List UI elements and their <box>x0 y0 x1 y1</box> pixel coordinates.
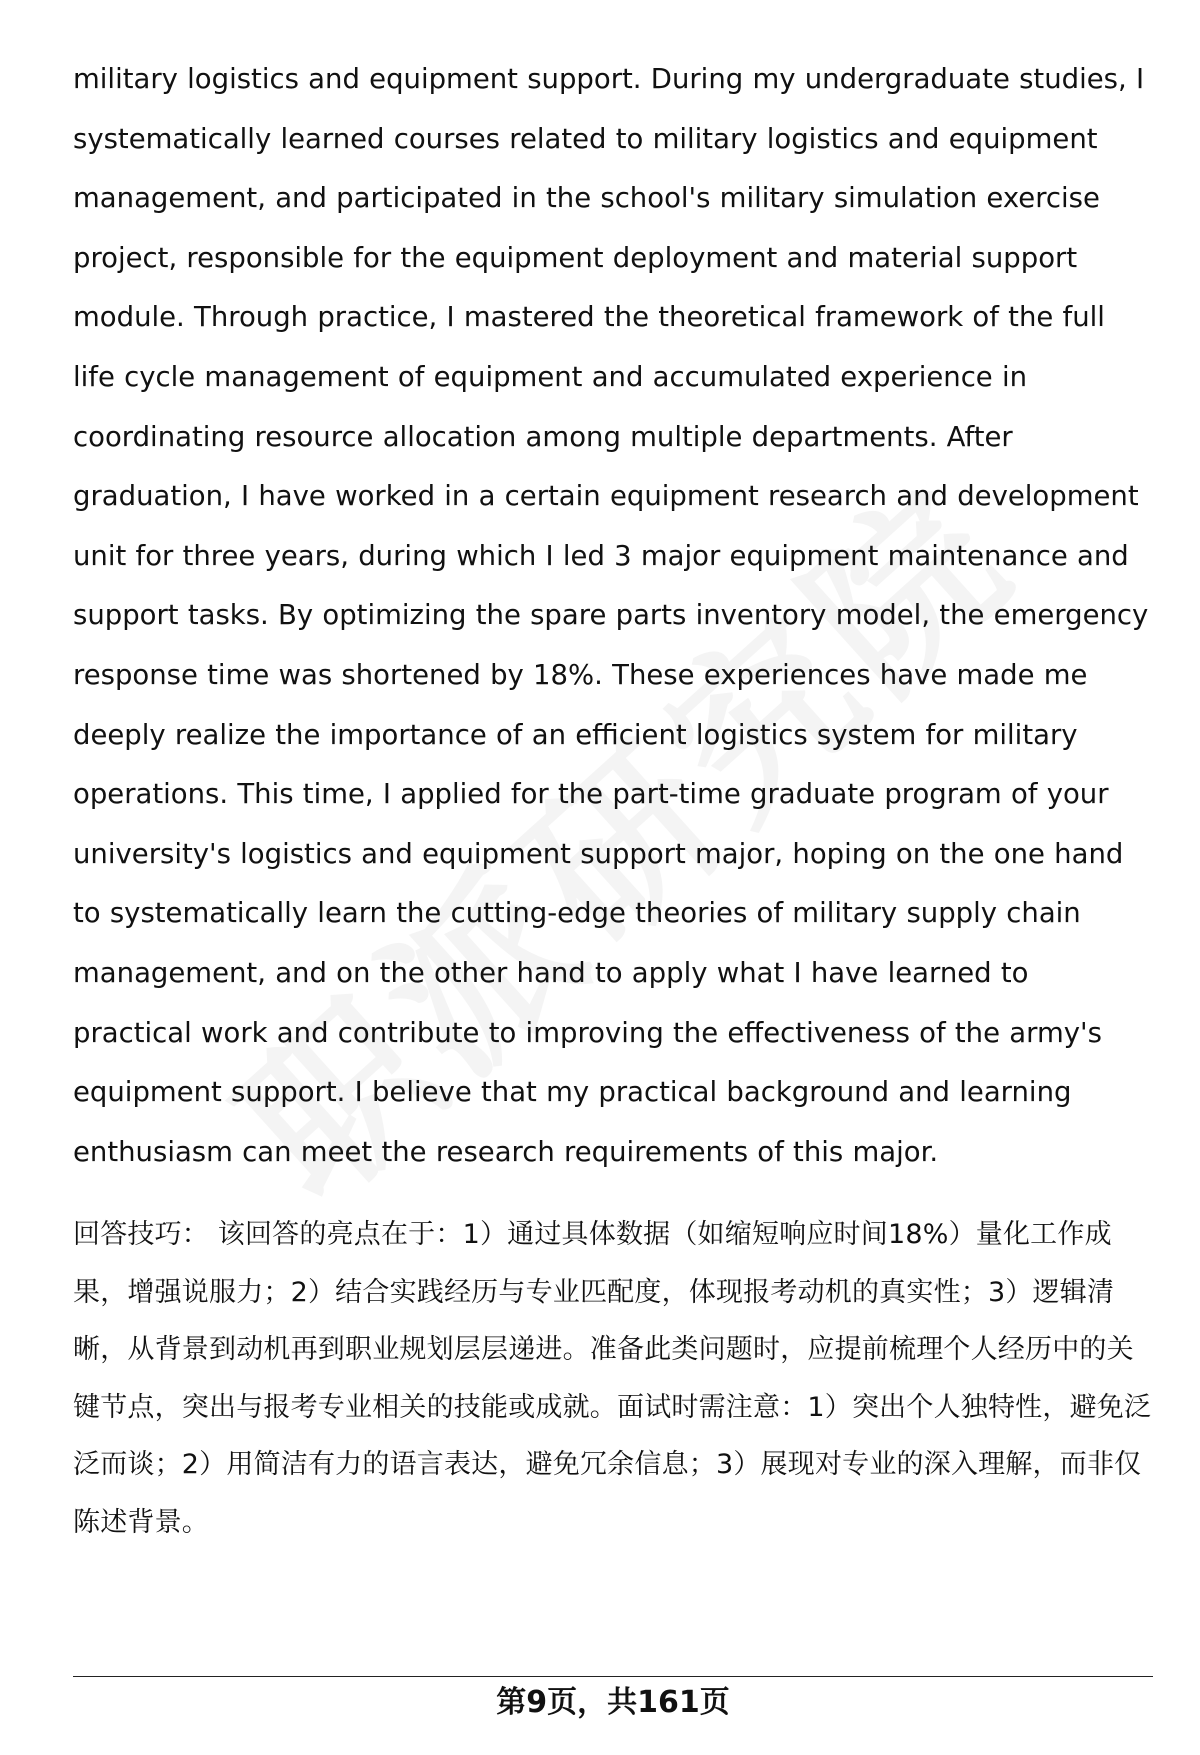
answer-paragraph: military logistics and equipment support. During my undergraduate studies, I systematically learned courses related to military logistics and equipment management, and participated in the school's military simulation exercise project, responsible for the equipment deployment and material support module. Through practice, I mastered the theoretical framework of the full life cycle management of equipment and accumulated experience in coordinating resource allocation among multiple departments. After graduation, I have worked in a certain equipment research and development unit for three years, during which I led 3 major equipment maintenance and support tasks. By optimizing the spare parts inventory model, the emergency response time was shortened by 18%. These experiences have made me deeply realize the importance of an efficient logistics system for military operations. This time, I applied for the part-time graduate program of your university's logistics and equipment support major, hoping on the one hand to systematically learn the cutting-edge theories of military supply chain management, and on the other hand to apply what I have learned to practical work and contribute to improving the effectiveness of the army's equipment support. I believe that my practical background and learning enthusiasm can meet the research requirements of this major. <box>73 63 1149 1168</box>
footer-divider <box>73 1676 1153 1677</box>
document-body <box>73 50 1153 1551</box>
answer-tips-paragraph: 回答技巧： 该回答的亮点在于：1）通过具体数据（如缩短响应时间18%）量化工作成果，增强说服力；2）结合实践经历与专业匹配度，体现报考动机的真实性；3）逻辑清晰，从背景到动机再到职业规划层层递进。准备此类问题时，应提前梳理个人经历中的关键节点，突出与报考专业相关的技能或成就。面试时需注意：1）突出个人独特性，避免泛泛而谈；2）用简洁有力的语言表达，避免冗余信息；3）展现对专业的深入理解，而非仅陈述背景。 <box>73 1219 1152 1538</box>
page-footer <box>73 1676 1153 1723</box>
page-number: 第9页，共161页 <box>496 1685 730 1720</box>
